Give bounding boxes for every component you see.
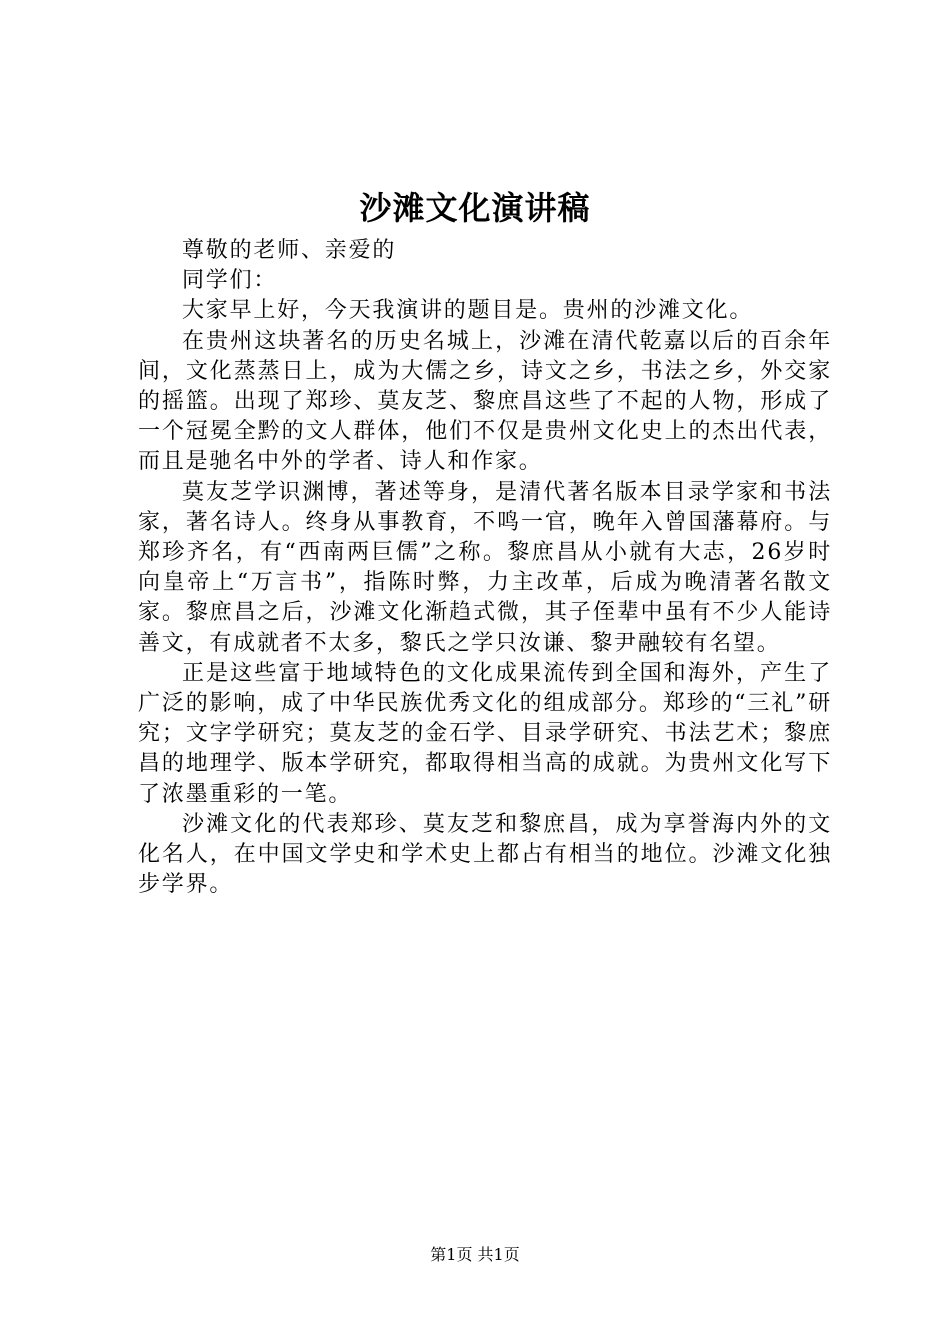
paragraph-history: 在贵州这块著名的历史名城上，沙滩在清代乾嘉以后的百余年间，文化蒸蒸日上，成为大儒之乡，诗文之乡，书法之乡，外交家的摇篮。出现了郑珍、莫友芝、黎庶昌这些了不起的人物，形成了一个冠冕全黔的文人群体，他们不仅是贵州文化史上的杰出代表，而且是驰名中外的学者、诗人和作家。 [138, 328, 832, 475]
paragraph-opening: 大家早上好，今天我演讲的题目是。贵州的沙滩文化。 [182, 298, 754, 324]
document-title: 沙滩文化演讲稿 [359, 189, 591, 227]
paragraph-greeting-1: 尊敬的老师、亲爱的 [182, 238, 397, 263]
document-body [138, 236, 832, 900]
paragraph-greeting-2: 同学们： [182, 268, 278, 294]
page-number-footer: 第1页 共1页 [430, 1245, 520, 1264]
paragraph-influence: 正是这些富于地域特色的文化成果流传到全国和海外，产生了广泛的影响，成了中华民族优秀文化的组成部分。郑珍的“三礼”研究；文字学研究；莫友芝的金石学、目录学研究、书法艺术；黎庶昌的地理学、版本学研究，都取得相当高的成就。为贵州文化写下了浓墨重彩的一笔。 [138, 660, 832, 807]
paragraph-conclusion: 沙滩文化的代表郑珍、莫友芝和黎庶昌，成为享誉海内外的文化名人，在中国文学史和学术史上都占有相当的地位。沙滩文化独步学界。 [138, 811, 832, 898]
paragraph-figures: 莫友芝学识渊博，著述等身，是清代著名版本目录学家和书法家，著名诗人。终身从事教育，不鸣一官，晚年入曾国藩幕府。与郑珍齐名，有“西南两巨儒”之称。黎庶昌从小就有大志，26岁时向皇帝上“万言书”，指陈时弊，力主改革，后成为晚清著名散文家。黎庶昌之后，沙滩文化渐趋式微，其子侄辈中虽有不少人能诗善文，有成就者不太多，黎氏之学只汝谦、黎尹融较有名望。 [138, 479, 832, 656]
